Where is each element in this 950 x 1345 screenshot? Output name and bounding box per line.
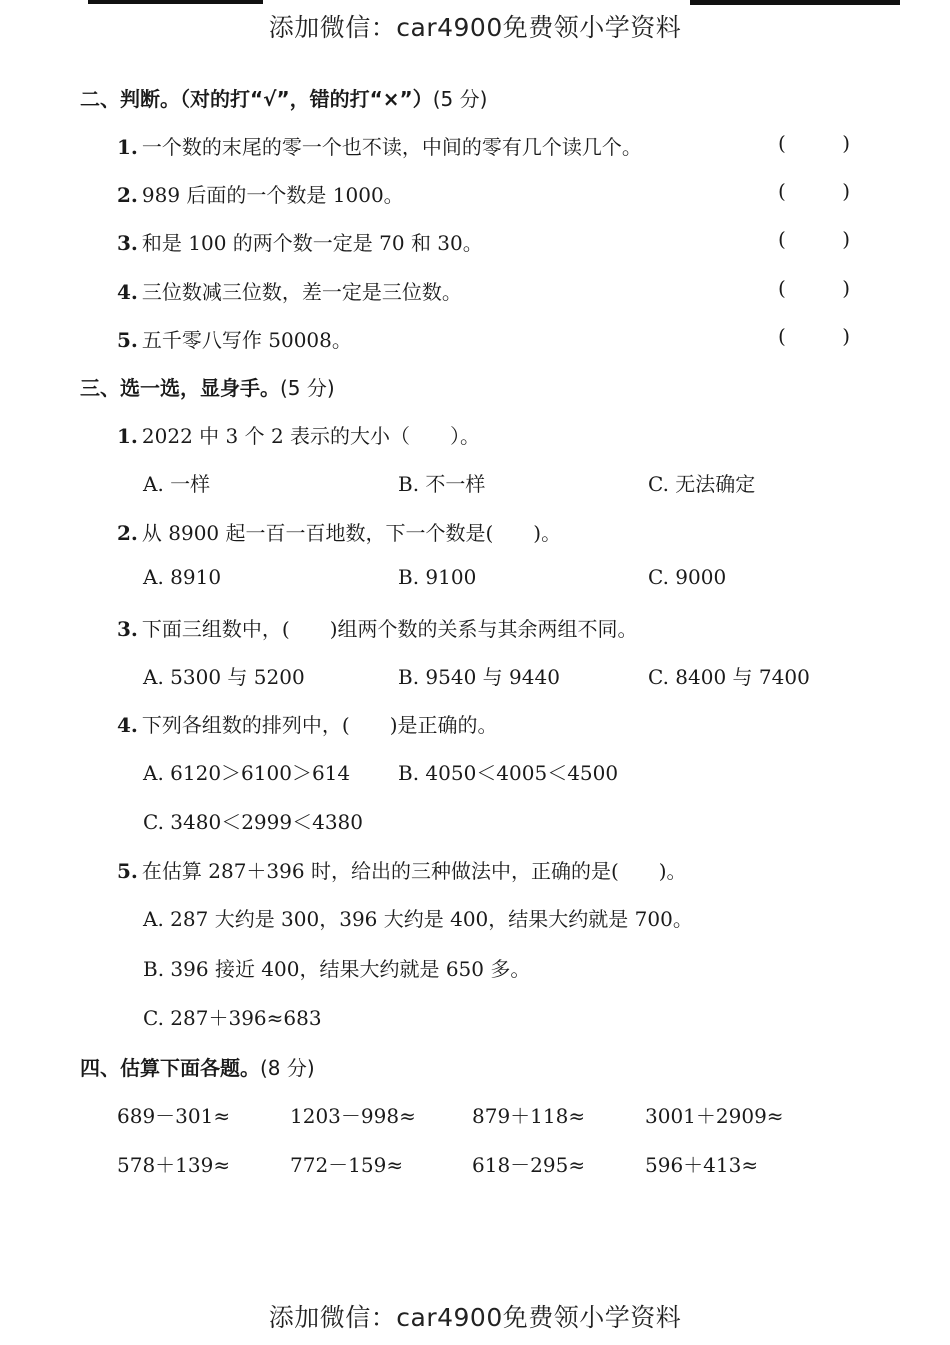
answer-blank-1[interactable]: ( ): [778, 131, 850, 155]
judge-question-2: 2. 989 后面的一个数是 1000。: [117, 183, 404, 207]
option-1b[interactable]: B. 不一样: [398, 472, 486, 496]
section-4-title: 四、估算下面各题。(8 分): [80, 1056, 315, 1080]
choice-question-4: 4. 下列各组数的排列中，( )是正确的。: [117, 713, 498, 737]
answer-blank-2[interactable]: ( ): [778, 179, 850, 203]
option-4a[interactable]: A. 6120＞6100＞614: [143, 761, 351, 785]
estimate-item[interactable]: 772－159≈: [290, 1153, 404, 1177]
option-2a[interactable]: A. 8910: [143, 565, 222, 589]
scan-edge-mark-right: [690, 0, 900, 5]
choice-question-2: 2. 从 8900 起一百一百地数，下一个数是( )。: [117, 521, 562, 545]
option-3b[interactable]: B. 9540 与 9440: [398, 665, 560, 689]
option-5a[interactable]: A. 287 大约是 300，396 大约是 400，结果大约就是 700。: [143, 907, 693, 931]
estimate-item[interactable]: 578＋139≈: [117, 1153, 231, 1177]
answer-blank-4[interactable]: ( ): [778, 276, 850, 300]
option-5b[interactable]: B. 396 接近 400，结果大约就是 650 多。: [143, 957, 531, 981]
judge-question-1: 1. 一个数的末尾的零一个也不读，中间的零有几个读几个。: [117, 135, 642, 159]
estimate-item[interactable]: 879＋118≈: [472, 1104, 586, 1128]
option-4b[interactable]: B. 4050＜4005＜4500: [398, 761, 619, 785]
judge-question-4: 4. 三位数减三位数，差一定是三位数。: [117, 280, 462, 304]
choice-question-1: 1. 2022 中 3 个 2 表示的大小（ ）。: [117, 424, 481, 448]
choice-question-3: 3. 下面三组数中，( )组两个数的关系与其余两组不同。: [117, 617, 638, 641]
option-3c[interactable]: C. 8400 与 7400: [648, 665, 810, 689]
watermark-bottom: 添加微信：car4900免费领小学资料: [268, 1303, 682, 1332]
option-1a[interactable]: A. 一样: [143, 472, 211, 496]
answer-blank-5[interactable]: ( ): [778, 324, 850, 348]
option-1c[interactable]: C. 无法确定: [648, 472, 756, 496]
estimate-item[interactable]: 596＋413≈: [645, 1153, 759, 1177]
option-4c[interactable]: C. 3480＜2999＜4380: [143, 810, 363, 834]
option-2c[interactable]: C. 9000: [648, 565, 727, 589]
option-5c[interactable]: C. 287＋396≈683: [143, 1006, 322, 1030]
scan-edge-mark-left: [88, 0, 263, 4]
option-3a[interactable]: A. 5300 与 5200: [143, 665, 305, 689]
estimate-item[interactable]: 689－301≈: [117, 1104, 231, 1128]
section-2-title: 二、判断。（对的打“√”，错的打“×”）(5 分): [80, 87, 488, 111]
estimate-item[interactable]: 3001＋2909≈: [645, 1104, 784, 1128]
choice-question-5: 5. 在估算 287＋396 时，给出的三种做法中，正确的是( )。: [117, 859, 687, 883]
section-3-title: 三、选一选，显身手。(5 分): [80, 376, 335, 400]
judge-question-3: 3. 和是 100 的两个数一定是 70 和 30。: [117, 231, 483, 255]
answer-blank-3[interactable]: ( ): [778, 227, 850, 251]
estimate-item[interactable]: 1203－998≈: [290, 1104, 416, 1128]
estimate-item[interactable]: 618－295≈: [472, 1153, 586, 1177]
option-2b[interactable]: B. 9100: [398, 565, 477, 589]
judge-question-5: 5. 五千零八写作 50008。: [117, 328, 352, 352]
watermark-top: 添加微信：car4900免费领小学资料: [268, 13, 682, 42]
